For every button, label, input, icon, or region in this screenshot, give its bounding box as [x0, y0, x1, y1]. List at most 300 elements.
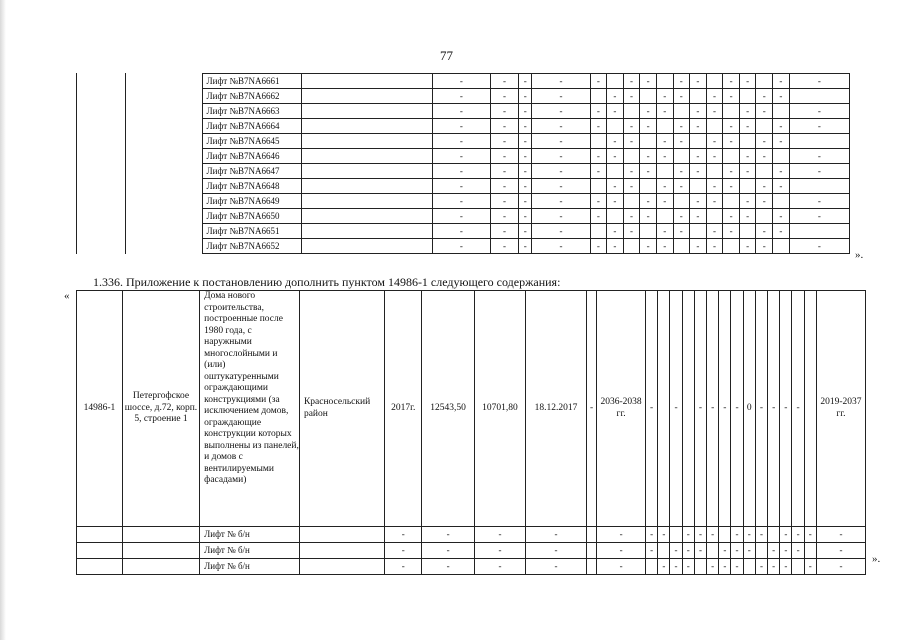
dash-cell: - [789, 119, 849, 134]
dash-cell: - [590, 239, 607, 254]
empty-cell [77, 164, 126, 179]
empty-cell [77, 559, 123, 575]
dash-cell: - [816, 527, 865, 543]
empty-cell [77, 149, 126, 164]
dash-cell: - [590, 164, 607, 179]
dash-cell: - [475, 543, 526, 559]
empty-cell [590, 89, 607, 104]
empty-cell [773, 149, 790, 164]
lift-label: Лифт №B7NA6650 [202, 209, 302, 224]
empty-cell [723, 104, 740, 119]
dash-cell: - [432, 194, 490, 209]
empty-cell [640, 224, 657, 239]
empty-cell [77, 104, 126, 119]
lift-label: Лифт №B7NA6648 [202, 179, 302, 194]
dash-cell: - [731, 543, 743, 559]
dash-cell: - [756, 104, 773, 119]
empty-cell [77, 239, 126, 254]
dash-cell: - [792, 527, 804, 543]
dash-cell: - [739, 194, 756, 209]
dash-cell: - [422, 559, 475, 575]
dash-cell: - [723, 209, 740, 224]
empty-cell [587, 559, 597, 575]
dash-cell: - [475, 559, 526, 575]
empty-cell [640, 179, 657, 194]
empty-cell [77, 179, 126, 194]
dash-cell: - [768, 291, 780, 527]
dash-cell: - [780, 559, 792, 575]
empty-cell [723, 149, 740, 164]
dash-cell: - [694, 543, 706, 559]
dash-cell: - [707, 291, 719, 527]
dash-cell: - [432, 89, 490, 104]
dash-cell: - [518, 104, 531, 119]
dash-cell: - [640, 194, 657, 209]
dash-cell: - [756, 89, 773, 104]
lift-row [77, 149, 850, 164]
empty-cell [743, 559, 755, 575]
dash-cell: - [532, 74, 590, 89]
dash-cell: - [607, 239, 624, 254]
dash-cell: - [490, 149, 518, 164]
empty-cell [125, 119, 202, 134]
dash-cell: - [723, 74, 740, 89]
dash-cell: - [490, 194, 518, 209]
empty-cell [682, 291, 694, 527]
dash-cell: - [756, 239, 773, 254]
empty-cell [623, 149, 640, 164]
house-type-cell: Дома нового строительства, построенные после 1980 года, с наружными многослойными и (или) оштукатуренными ограждающими конструкциями (за исключением домов, ограждающие конструкции которых выполнены из панелей, и домов с вентилируемыми фасадами) [200, 291, 300, 527]
dash-cell: - [690, 74, 707, 89]
date-cell: 18.12.2017 [525, 291, 586, 527]
dash-cell: - [623, 89, 640, 104]
dash-cell: - [490, 119, 518, 134]
dash-cell: - [623, 134, 640, 149]
dash-cell: - [690, 149, 707, 164]
dash-cell: - [673, 164, 690, 179]
dash-cell: - [623, 224, 640, 239]
empty-cell [789, 89, 849, 104]
period-cell-1: 2036-2038 гг. [597, 291, 646, 527]
dash-cell: - [656, 134, 673, 149]
empty-cell [607, 119, 624, 134]
lift-label: Лифт №B7NA6664 [202, 119, 302, 134]
dash-cell: - [597, 559, 646, 575]
empty-cell [673, 149, 690, 164]
dash-cell: - [694, 291, 706, 527]
empty-cell [694, 559, 706, 575]
dash-cell: - [656, 104, 673, 119]
dash-cell: - [658, 527, 670, 543]
dash-cell: - [706, 179, 723, 194]
dash-cell: - [789, 209, 849, 224]
dash-cell: - [756, 194, 773, 209]
empty-cell [656, 74, 673, 89]
dash-cell: - [640, 149, 657, 164]
empty-cell [607, 209, 624, 224]
dash-cell: - [670, 559, 682, 575]
empty-cell [125, 149, 202, 164]
dash-cell: - [607, 89, 624, 104]
empty-cell [77, 194, 126, 209]
empty-cell [125, 74, 202, 89]
dash-cell: - [706, 149, 723, 164]
empty-cell [739, 179, 756, 194]
empty-cell [607, 164, 624, 179]
lift-label: Лифт № б/н [200, 527, 300, 543]
empty-cell [125, 194, 202, 209]
dash-cell: - [475, 527, 526, 543]
dash-cell: - [432, 239, 490, 254]
dash-cell: - [768, 543, 780, 559]
empty-cell [623, 239, 640, 254]
dash-cell: - [755, 291, 767, 527]
dash-cell: - [490, 179, 518, 194]
dash-cell: - [739, 209, 756, 224]
empty-cell [623, 194, 640, 209]
empty-cell [755, 543, 767, 559]
dash-cell: - [731, 291, 743, 527]
empty-cell [656, 209, 673, 224]
empty-cell [706, 164, 723, 179]
dash-cell: - [780, 291, 792, 527]
empty-cell [756, 74, 773, 89]
dash-cell: - [706, 104, 723, 119]
empty-cell [690, 89, 707, 104]
dash-cell: - [432, 104, 490, 119]
empty-cell [125, 104, 202, 119]
lift-row [77, 527, 866, 543]
lift-label: Лифт №B7NA6645 [202, 134, 302, 149]
dash-cell: - [670, 543, 682, 559]
empty-cell [590, 224, 607, 239]
lift-row [77, 89, 850, 104]
lift-label: Лифт №B7NA6652 [202, 239, 302, 254]
dash-cell: - [773, 179, 790, 194]
dash-cell: - [532, 119, 590, 134]
dash-cell: - [756, 224, 773, 239]
dash-cell: - [719, 543, 731, 559]
dash-cell: - [422, 527, 475, 543]
lift-row [77, 164, 850, 179]
empty-cell [302, 89, 433, 104]
empty-cell [673, 239, 690, 254]
dash-cell: - [673, 179, 690, 194]
dash-cell: - [755, 559, 767, 575]
dash-cell: - [656, 239, 673, 254]
lift-row [77, 224, 850, 239]
section-caption: 1.336. Приложение к постановлению дополнить пунктом 14986-1 следующего содержания: [93, 275, 561, 289]
dash-cell: - [773, 119, 790, 134]
dash-cell: - [792, 291, 804, 527]
dash-cell: - [739, 239, 756, 254]
lift-row [77, 239, 850, 254]
dash-cell: - [590, 149, 607, 164]
dash-cell: - [768, 559, 780, 575]
empty-cell [125, 224, 202, 239]
dash-cell: - [755, 527, 767, 543]
dash-cell: - [640, 74, 657, 89]
dash-cell: - [673, 209, 690, 224]
dash-cell: - [623, 74, 640, 89]
dash-cell: - [690, 194, 707, 209]
empty-cell [719, 527, 731, 543]
dash-cell: - [532, 239, 590, 254]
dash-cell: - [706, 224, 723, 239]
dash-cell: - [532, 104, 590, 119]
dash-cell: - [673, 134, 690, 149]
dash-cell: - [673, 224, 690, 239]
empty-cell [125, 209, 202, 224]
dash-cell: - [792, 543, 804, 559]
dash-cell: - [673, 74, 690, 89]
lift-label: Лифт № б/н [200, 543, 300, 559]
dash-cell: - [532, 209, 590, 224]
dash-cell: - [607, 134, 624, 149]
dash-cell: - [673, 89, 690, 104]
dash-cell: - [656, 194, 673, 209]
dash-cell: - [518, 74, 531, 89]
dash-cell: - [525, 559, 586, 575]
dash-cell: - [490, 164, 518, 179]
empty-cell [739, 89, 756, 104]
lift-row [77, 119, 850, 134]
empty-cell [768, 527, 780, 543]
empty-cell [299, 559, 385, 575]
dash-cell: - [694, 527, 706, 543]
dash-cell: - [690, 164, 707, 179]
lift-label: Лифт №B7NA6647 [202, 164, 302, 179]
empty-cell [789, 179, 849, 194]
empty-cell [125, 89, 202, 104]
dash-cell: - [756, 179, 773, 194]
lift-row [77, 74, 850, 89]
dash-cell: - [607, 179, 624, 194]
dash-cell: - [719, 291, 731, 527]
dash-cell: - [723, 119, 740, 134]
empty-cell [125, 164, 202, 179]
dash-cell: - [525, 527, 586, 543]
dash-cell: - [690, 104, 707, 119]
empty-cell [77, 89, 126, 104]
dash-cell: - [490, 89, 518, 104]
empty-cell [299, 527, 385, 543]
dash-cell: - [590, 74, 607, 89]
dash-cell: - [432, 209, 490, 224]
dash-cell: - [756, 134, 773, 149]
dash-cell: - [739, 104, 756, 119]
dash-cell: - [706, 194, 723, 209]
dash-cell: - [773, 89, 790, 104]
empty-cell [122, 543, 199, 559]
empty-cell [607, 74, 624, 89]
dash-cell: - [640, 239, 657, 254]
dash-cell: - [640, 119, 657, 134]
dash-cell: - [490, 74, 518, 89]
dash-cell: - [518, 134, 531, 149]
dash-cell: - [518, 149, 531, 164]
dash-cell: - [682, 559, 694, 575]
empty-cell [789, 224, 849, 239]
dash-cell: - [723, 89, 740, 104]
dash-cell: - [739, 164, 756, 179]
empty-cell [587, 527, 597, 543]
dash-cell: - [623, 119, 640, 134]
dash-cell: - [756, 149, 773, 164]
empty-cell [302, 74, 433, 89]
page-number: 77 [440, 48, 453, 63]
total-area-cell: 12543,50 [422, 291, 475, 527]
dash-cell: - [590, 119, 607, 134]
scan-edge-shadow [0, 0, 6, 640]
dash-cell: - [532, 134, 590, 149]
dash-cell: - [607, 194, 624, 209]
empty-cell [804, 291, 816, 527]
dash-cell: - [623, 164, 640, 179]
empty-cell [640, 89, 657, 104]
dash-cell: - [385, 543, 422, 559]
lifts-table-continued [76, 73, 850, 254]
lift-row [77, 209, 850, 224]
lift-label: Лифт №B7NA6646 [202, 149, 302, 164]
empty-cell [77, 209, 126, 224]
dash-cell: - [789, 104, 849, 119]
empty-cell [122, 527, 199, 543]
dash-cell: - [623, 209, 640, 224]
dash-cell: - [532, 89, 590, 104]
empty-cell [587, 543, 597, 559]
dash-cell: - [518, 179, 531, 194]
dash-cell: - [490, 104, 518, 119]
dash-cell: - [532, 149, 590, 164]
empty-cell [590, 134, 607, 149]
empty-cell [804, 543, 816, 559]
dash-cell: - [623, 179, 640, 194]
dash-cell: - [646, 527, 658, 543]
empty-cell [739, 134, 756, 149]
closing-quote-1: ». [855, 249, 864, 261]
empty-cell [656, 164, 673, 179]
empty-cell [756, 164, 773, 179]
empty-cell [658, 291, 670, 527]
empty-cell [690, 134, 707, 149]
lift-label: Лифт №B7NA6662 [202, 89, 302, 104]
dash-cell: - [590, 104, 607, 119]
dash-cell: - [518, 209, 531, 224]
dash-cell: - [673, 119, 690, 134]
closing-quote-2: ». [872, 553, 881, 565]
empty-cell [125, 134, 202, 149]
address-cell: Петергофское шоссе, д.72, корп. 5, строение 1 [122, 291, 199, 527]
lift-row [77, 134, 850, 149]
empty-cell [302, 194, 433, 209]
dash-cell: - [731, 527, 743, 543]
dash-cell: - [607, 149, 624, 164]
dash-cell: - [490, 209, 518, 224]
dash-cell: - [789, 164, 849, 179]
empty-cell [302, 119, 433, 134]
dash-cell: - [646, 543, 658, 559]
dash-cell: - [432, 164, 490, 179]
dash-cell: - [773, 164, 790, 179]
empty-cell [673, 104, 690, 119]
dash-cell: - [607, 224, 624, 239]
dash-cell: - [690, 209, 707, 224]
empty-cell [77, 134, 126, 149]
dash-cell: - [532, 194, 590, 209]
dash-cell: - [422, 543, 475, 559]
dash-cell: - [789, 194, 849, 209]
dash-cell: - [385, 527, 422, 543]
dash-cell: - [525, 543, 586, 559]
dash-cell: - [731, 559, 743, 575]
empty-cell [739, 224, 756, 239]
empty-cell [302, 209, 433, 224]
empty-cell [658, 543, 670, 559]
empty-cell [77, 527, 123, 543]
dash-cell: - [518, 224, 531, 239]
lift-label: Лифт №B7NA6649 [202, 194, 302, 209]
empty-cell [125, 179, 202, 194]
dash-cell: - [706, 89, 723, 104]
dash-cell: - [532, 164, 590, 179]
dash-cell: - [682, 543, 694, 559]
empty-cell [723, 239, 740, 254]
dash-cell: - [518, 119, 531, 134]
empty-cell [77, 543, 123, 559]
empty-cell [756, 119, 773, 134]
empty-cell [773, 239, 790, 254]
dash-cell: - [706, 134, 723, 149]
dash-cell: - [640, 209, 657, 224]
dash-cell: - [646, 291, 658, 527]
dash-cell: - [670, 291, 682, 527]
dash-cell: - [432, 179, 490, 194]
empty-cell [302, 149, 433, 164]
dash-cell: - [590, 194, 607, 209]
dash-cell: - [682, 527, 694, 543]
dash-cell: - [640, 104, 657, 119]
empty-cell [77, 119, 126, 134]
empty-cell [640, 134, 657, 149]
empty-cell [77, 74, 126, 89]
dash-cell: - [597, 527, 646, 543]
empty-cell [77, 224, 126, 239]
dash-cell: - [723, 179, 740, 194]
empty-cell [756, 209, 773, 224]
empty-cell [690, 224, 707, 239]
dash-cell: - [518, 89, 531, 104]
dash-cell: - [739, 74, 756, 89]
dash-cell: - [656, 149, 673, 164]
empty-cell [590, 179, 607, 194]
empty-cell [302, 164, 433, 179]
dash-cell: - [656, 89, 673, 104]
dash-cell: - [690, 239, 707, 254]
empty-cell [302, 104, 433, 119]
year-cell: 2017г. [385, 291, 422, 527]
dash-cell: - [719, 559, 731, 575]
empty-cell [299, 543, 385, 559]
item-number: 14986-1 [77, 291, 123, 527]
empty-cell [670, 527, 682, 543]
dash-cell: - [789, 239, 849, 254]
dash-cell: - [780, 527, 792, 543]
empty-cell [773, 104, 790, 119]
empty-cell [122, 559, 199, 575]
dash-cell: - [816, 559, 865, 575]
empty-cell [690, 179, 707, 194]
